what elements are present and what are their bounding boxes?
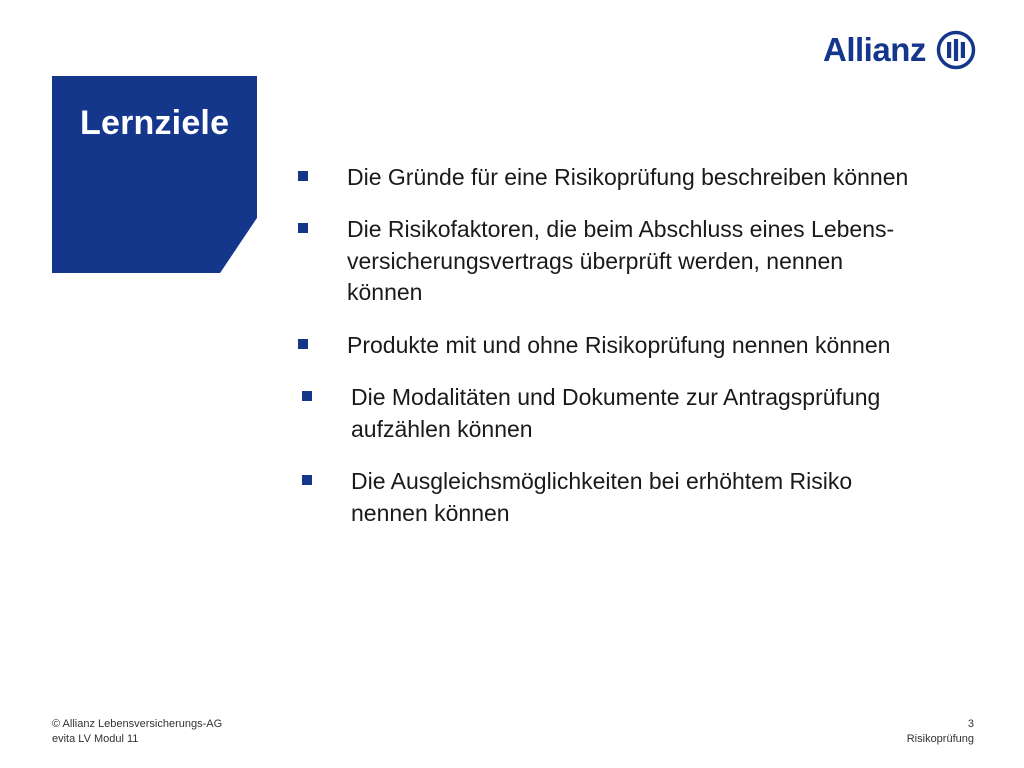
bullet-square-icon <box>298 223 308 233</box>
page-title: Lernziele <box>80 104 230 142</box>
footer-right <box>907 717 974 747</box>
bullet-line: Die Gründe für eine Risikoprüfung beschreiben können <box>347 164 909 190</box>
list-item <box>298 214 894 309</box>
brand-name: Allianz <box>823 31 926 68</box>
bullet-square-icon <box>298 339 308 349</box>
bullet-line: versicherungsvertrags überprüft werden, nennen <box>347 247 844 274</box>
list-item <box>302 466 852 529</box>
bullet-line: aufzählen können <box>351 415 533 442</box>
bullet-square-icon <box>302 475 312 485</box>
bullet-line: nennen können <box>351 499 510 526</box>
list-item <box>298 330 890 362</box>
bullet-square-icon <box>298 171 308 181</box>
footer-module: evita LV Modul 11 <box>52 733 139 745</box>
footer-left <box>52 717 222 747</box>
bullet-line: Die Modalitäten und Dokumente zur Antragsprüfung <box>351 384 881 410</box>
bullet-line: Produkte mit und ohne Risikoprüfung nennen können <box>347 332 891 358</box>
list-item <box>298 162 908 194</box>
bullet-line: können <box>347 279 423 305</box>
bullet-square-icon <box>302 391 312 401</box>
footer-copyright: © Allianz Lebensversicherungs-AG <box>52 718 223 730</box>
bullet-line: Die Risikofaktoren, die beim Abschluss eines Lebens- <box>347 216 895 242</box>
footer-topic: Risikoprüfung <box>906 733 974 745</box>
list-item <box>302 382 880 445</box>
bullet-line: Die Ausgleichsmöglichkeiten bei erhöhtem Risiko <box>351 468 853 494</box>
page-number: 3 <box>967 718 974 730</box>
